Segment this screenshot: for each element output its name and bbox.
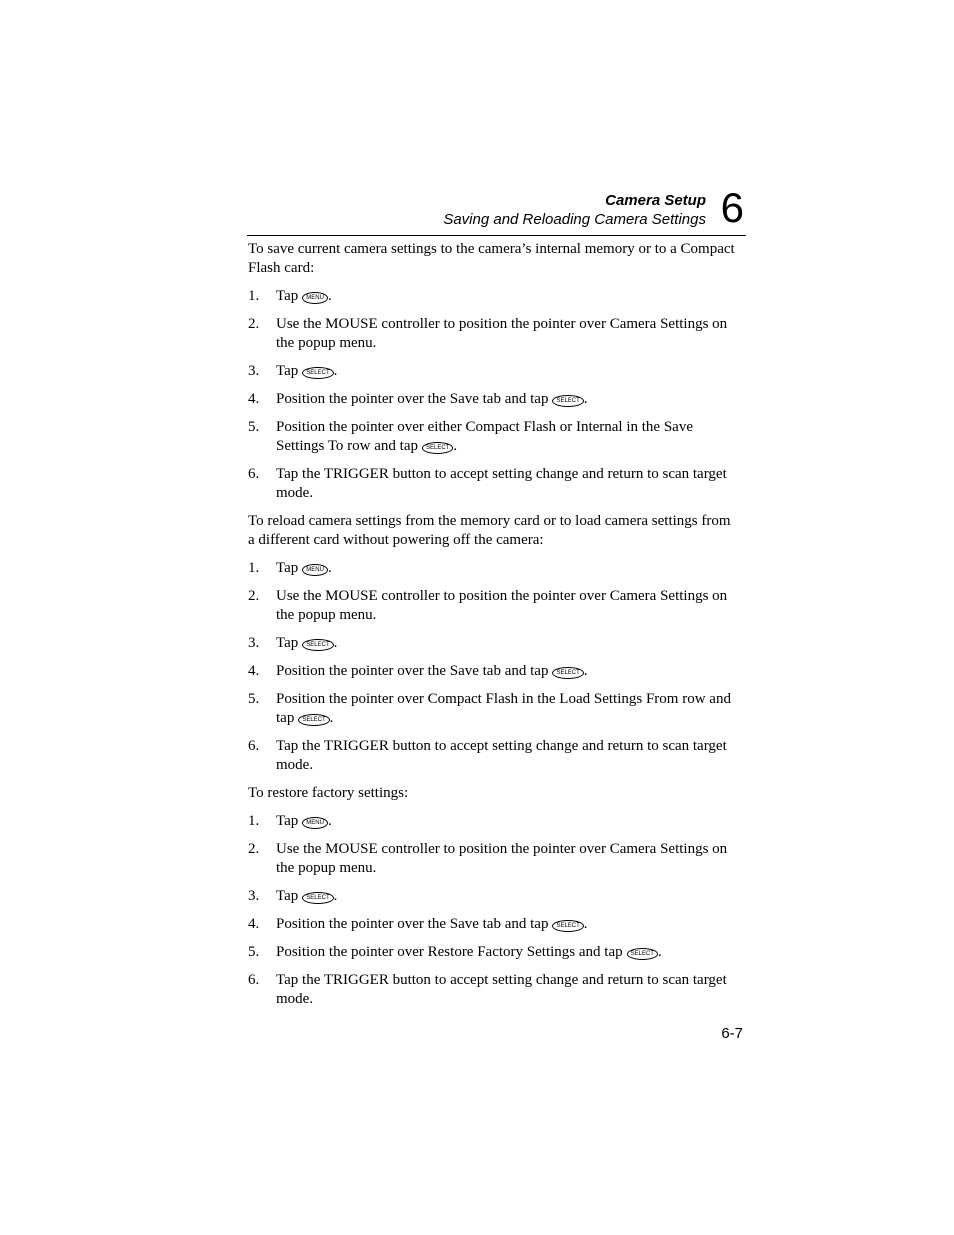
step-text: Tap the TRIGGER button to accept setting change and return to scan target mode.	[276, 972, 727, 1007]
running-header	[247, 184, 746, 236]
page-content	[248, 240, 738, 1018]
step-text: Position the pointer over Compact Flash in the Load Settings From row and tap	[276, 691, 731, 726]
list-item	[248, 634, 738, 653]
save-intro: To save current camera settings to the camera’s internal memory or to a Compact Flash card:	[248, 241, 735, 276]
step-text-end: .	[453, 438, 458, 454]
step-number: 3.	[248, 635, 260, 651]
step-text: Position the pointer over Restore Factory Settings and tap	[276, 944, 623, 960]
step-text-end: .	[329, 710, 334, 726]
list-item	[248, 559, 738, 578]
step-text: Tap	[276, 288, 299, 304]
save-steps	[248, 287, 738, 503]
list-item	[248, 362, 738, 381]
step-text: Use the MOUSE controller to position the pointer over Camera Settings on the popup menu.	[276, 316, 728, 351]
menu-key-icon: MENU	[302, 564, 328, 576]
step-text-end: .	[583, 391, 588, 407]
list-item	[248, 812, 738, 831]
step-text: Use the MOUSE controller to position the pointer over Camera Settings on the popup menu.	[276, 588, 728, 623]
step-text: Tap	[276, 813, 299, 829]
header-text	[443, 191, 706, 229]
step-text: Position the pointer over either Compact Flash or Internal in the Save Settings To row and tap	[276, 419, 693, 454]
select-key-icon: SELECT	[552, 395, 583, 407]
step-text-end: .	[333, 635, 338, 651]
list-item	[248, 465, 738, 503]
step-text-end: .	[327, 288, 332, 304]
list-item	[248, 943, 738, 962]
step-text: Tap	[276, 560, 299, 576]
step-text: Position the pointer over the Save tab and tap	[276, 391, 549, 407]
step-text-end: .	[333, 888, 338, 904]
step-text: Position the pointer over the Save tab and tap	[276, 916, 549, 932]
select-key-icon: SELECT	[627, 948, 658, 960]
select-key-icon: SELECT	[302, 367, 333, 379]
step-number: 2.	[248, 588, 260, 604]
step-text: Tap the TRIGGER button to accept setting change and return to scan target mode.	[276, 466, 727, 501]
step-number: 4.	[248, 663, 260, 679]
step-number: 5.	[248, 419, 260, 435]
step-text: Tap	[276, 888, 299, 904]
step-number: 3.	[248, 888, 260, 904]
step-number: 5.	[248, 944, 260, 960]
step-number: 5.	[248, 691, 260, 707]
step-text: Use the MOUSE controller to position the pointer over Camera Settings on the popup menu.	[276, 841, 728, 876]
step-number: 4.	[248, 391, 260, 407]
list-item	[248, 737, 738, 775]
list-item	[248, 971, 738, 1009]
step-number: 2.	[248, 841, 260, 857]
list-item	[248, 840, 738, 878]
select-key-icon: SELECT	[552, 920, 583, 932]
step-text-end: .	[327, 813, 332, 829]
step-number: 6.	[248, 972, 260, 988]
list-item	[248, 690, 738, 728]
list-item	[248, 587, 738, 625]
chapter-number: 6	[720, 184, 744, 231]
step-number: 6.	[248, 466, 260, 482]
step-number: 2.	[248, 316, 260, 332]
reload-intro: To reload camera settings from the memory card or to load camera settings from a different card without powering off the camera:	[248, 513, 731, 548]
section-title: Saving and Reloading Camera Settings	[443, 211, 706, 228]
step-text-end: .	[657, 944, 662, 960]
menu-key-icon: MENU	[302, 817, 328, 829]
step-text: Tap	[276, 363, 299, 379]
step-number: 1.	[248, 813, 260, 829]
select-key-icon: SELECT	[298, 714, 329, 726]
list-item	[248, 287, 738, 306]
step-number: 3.	[248, 363, 260, 379]
step-text-end: .	[327, 560, 332, 576]
step-text-end: .	[583, 916, 588, 932]
select-key-icon: SELECT	[552, 667, 583, 679]
reload-steps	[248, 559, 738, 775]
step-text: Tap	[276, 635, 299, 651]
step-number: 1.	[248, 288, 260, 304]
list-item	[248, 915, 738, 934]
list-item	[248, 390, 738, 409]
select-key-icon: SELECT	[422, 442, 453, 454]
list-item	[248, 315, 738, 353]
list-item	[248, 662, 738, 681]
menu-key-icon: MENU	[302, 292, 328, 304]
step-text: Tap the TRIGGER button to accept setting change and return to scan target mode.	[276, 738, 727, 773]
step-number: 6.	[248, 738, 260, 754]
restore-intro: To restore factory settings:	[248, 785, 409, 801]
select-key-icon: SELECT	[302, 639, 333, 651]
step-number: 4.	[248, 916, 260, 932]
step-text-end: .	[583, 663, 588, 679]
list-item	[248, 418, 738, 456]
list-item	[248, 887, 738, 906]
page-number: 6-7	[721, 1025, 743, 1042]
chapter-title: Camera Setup	[605, 192, 706, 209]
restore-steps	[248, 812, 738, 1009]
step-text-end: .	[333, 363, 338, 379]
step-number: 1.	[248, 560, 260, 576]
step-text: Position the pointer over the Save tab and tap	[276, 663, 549, 679]
select-key-icon: SELECT	[302, 892, 333, 904]
